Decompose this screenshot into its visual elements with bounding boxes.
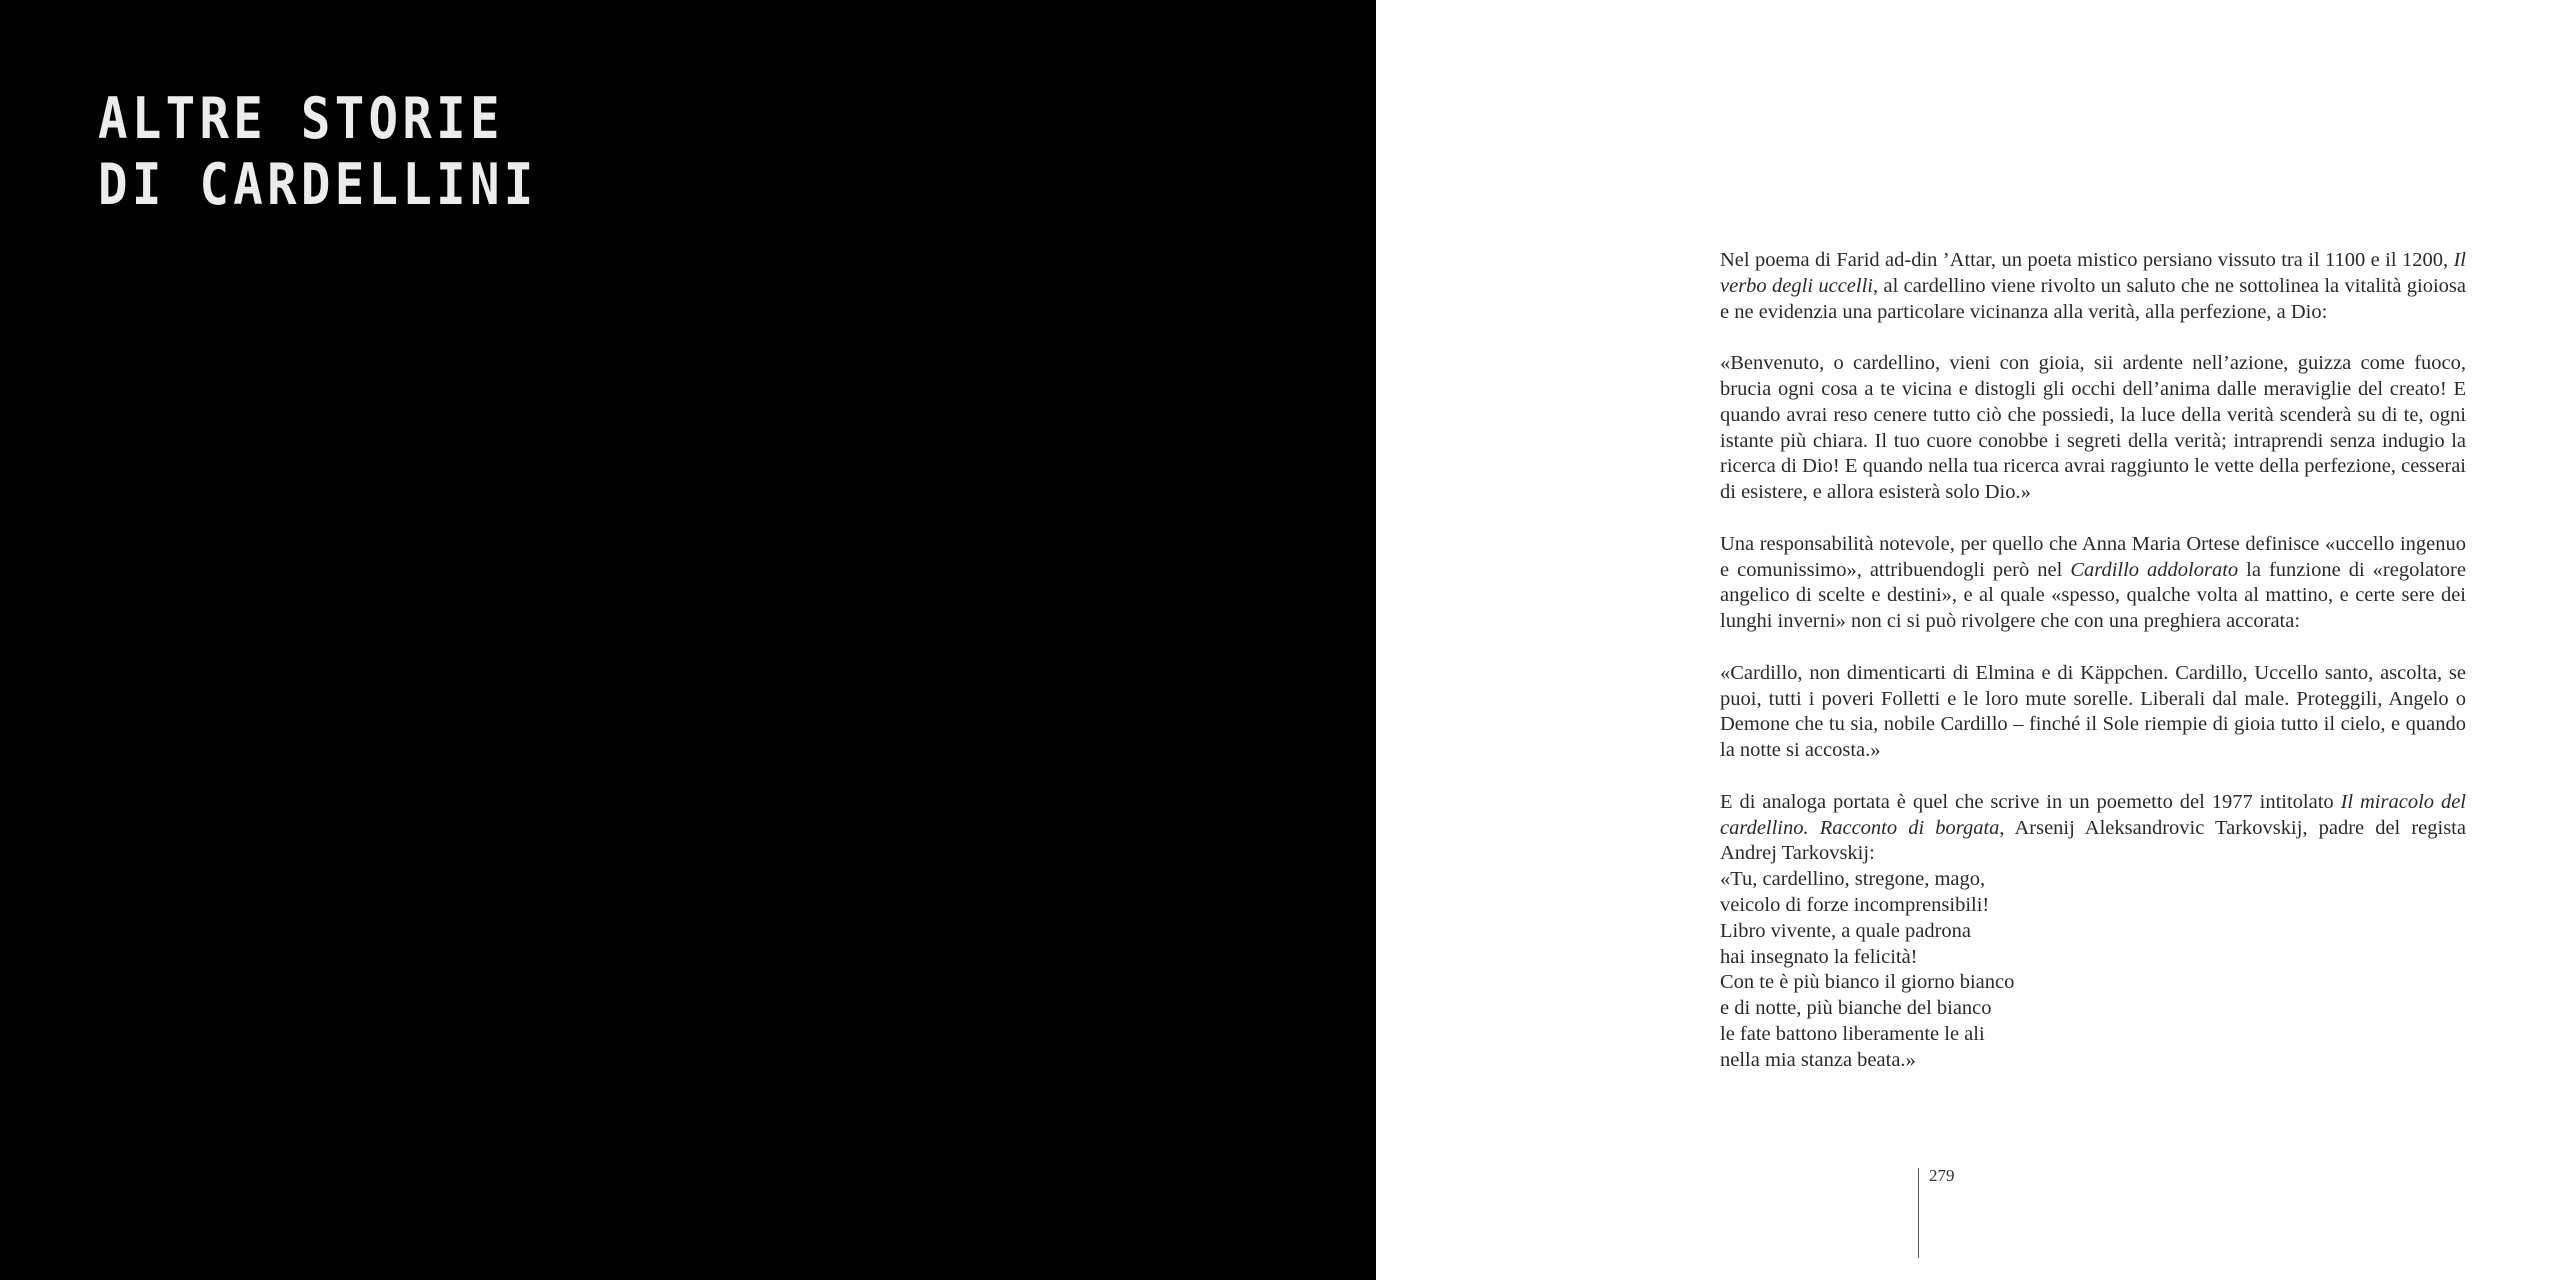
chapter-title-line-2: DI CARDELLINI (98, 152, 538, 218)
paragraph-tarkovskij-text-2: , Arsenij Aleksandrovic Tarkovskij, padre del regista Andrej Tarkovskij: (1720, 816, 2466, 865)
quote-ortese: «Cardillo, non dimenticarti di Elmina e di Käppchen. Cardillo, Uccello santo, ascolta, se puoi, tutti i poveri Folletti e le loro mute sorelle. Liberali dal male. Proteggili, Angelo o Demone che tu sia, nobile Cardillo – finché il Sole riempie di gioia tutto il cielo, e quando la notte si accosta.» (1720, 661, 2466, 762)
folio-divider (1918, 1168, 1919, 1258)
book-title-verbo-degli-uccelli: Il verbo degli uccelli (1720, 249, 2466, 297)
poem-line: nella mia stanza beata.» (1720, 1048, 1916, 1071)
poem-tarkovskij (1720, 867, 2466, 1073)
book-title-cardillo-addolorato: Cardillo addolorato (2070, 558, 2239, 581)
poem-line: veicolo di forze incomprensibili! (1720, 893, 1990, 916)
paragraph-attar-text-1: Nel poema di Farid ad-din ’Attar, un poeta mistico persiano vissuto tra il 1100 e il 1200, (1720, 249, 2454, 271)
paragraph-attar-text-2: , al cardellino viene rivolto un saluto che ne sottolinea la vitalità gioiosa e ne evidenzia una particolare vicinanza alla verità, alla perfezione, a Dio: (1720, 274, 2466, 323)
poem-line: hai insegnato la felicità! (1720, 945, 1918, 968)
quote-attar: «Benvenuto, o cardellino, vieni con gioia, sii ardente nell’azione, guizza come fuoco, brucia ogni cosa a te vicina e distogli gli occhi dell’anima dalle meraviglie del creato! E quando avrai reso cenere tutto ciò che possiedi, la luce della verità scenderà su di te, ogni istante più chiara. Il tuo cuore conobbe i segreti della verità; intraprendi senza indugio la ricerca di Dio! E quando nella tua ricerca avrai raggiunto le vette della perfezione, cesserai di esistere, e allora esisterà solo Dio.» (1720, 352, 2466, 504)
paragraph-tarkovskij-text-1: E di analoga portata è quel che scrive in un poemetto del 1977 intitolato (1720, 790, 2341, 813)
poem-line: Libro vivente, a quale padrona (1720, 919, 1972, 942)
poem-line: le fate battono liberamente le ali (1720, 1022, 1985, 1045)
paragraph-attar (1720, 248, 2466, 325)
paragraph-ortese (1720, 532, 2466, 635)
poem-line: «Tu, cardellino, stregone, mago, (1720, 868, 1986, 891)
chapter-title (98, 86, 538, 218)
body-text (1720, 248, 2466, 1074)
paragraph-ortese-text-1: Una responsabilità notevole, per quello che Anna Maria Ortese definisce «uccello ingenuo e comunissimo», attribuendogli però nel (1720, 532, 2466, 581)
chapter-title-line-1: ALTRE STORIE (98, 86, 504, 152)
right-page (1376, 0, 2560, 1280)
page-number: 279 (1929, 1166, 1955, 1185)
paragraph-ortese-text-2: la funzione di «regolatore angelico di scelte e destini», e al quale «spesso, qualche volta al mattino, e certe sere dei lunghi inverni» non ci si può rivolgere che con una preghiera accorata: (1720, 558, 2466, 633)
poem-line: Con te è più bianco il giorno bianco (1720, 971, 2015, 994)
poem-line: e di notte, più bianche del bianco (1720, 997, 1992, 1020)
paragraph-tarkovskij (1720, 790, 2466, 867)
book-title-miracolo-del-cardellino: Il miracolo del cardellino. Racconto di borgata (1720, 790, 2466, 839)
